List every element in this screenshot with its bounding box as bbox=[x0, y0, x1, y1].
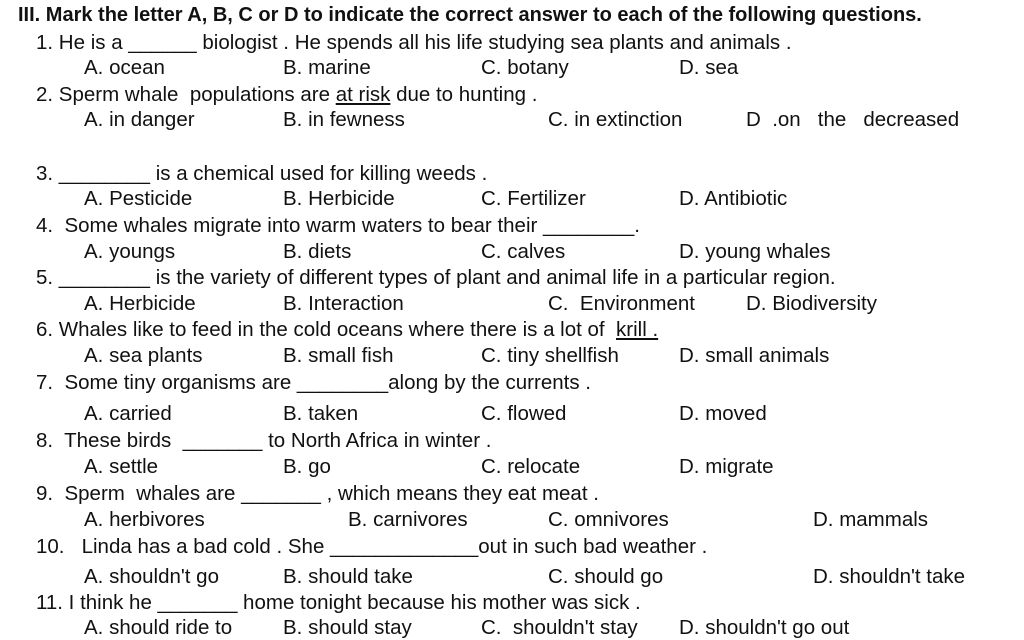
q1-option-d[interactable]: D. sea bbox=[679, 56, 739, 79]
q6-option-c[interactable]: C. tiny shellfish bbox=[481, 344, 619, 367]
q1-option-c[interactable]: C. botany bbox=[481, 56, 569, 79]
q2-underlined-term: at risk bbox=[335, 83, 391, 106]
q4-option-b[interactable]: B. diets bbox=[283, 240, 352, 263]
q5-option-b[interactable]: B. Interaction bbox=[283, 292, 404, 315]
q5-option-d[interactable]: D. Biodiversity bbox=[746, 292, 878, 315]
q7-option-a[interactable]: A. carried bbox=[84, 402, 172, 425]
q2-option-b[interactable]: B. in fewness bbox=[283, 108, 405, 131]
question-8: 8. These birds _______ to North Africa in winter . bbox=[36, 429, 492, 452]
q2-option-c[interactable]: C. in extinction bbox=[548, 108, 683, 131]
q6-text-start: 6. Whales like to feed in the cold oceans where there is a lot of bbox=[36, 318, 617, 341]
q9-option-c[interactable]: C. omnivores bbox=[548, 508, 669, 531]
q1-option-b[interactable]: B. marine bbox=[283, 56, 371, 79]
q3-option-b[interactable]: B. Herbicide bbox=[283, 187, 395, 210]
q4-option-a[interactable]: A. youngs bbox=[84, 240, 176, 263]
q6-option-d[interactable]: D. small animals bbox=[679, 344, 830, 367]
q2-text-start: 2. Sperm whale populations are bbox=[36, 83, 336, 106]
q6-option-b[interactable]: B. small fish bbox=[283, 344, 394, 367]
question-7: 7. Some tiny organisms are ________along by the currents . bbox=[36, 371, 591, 394]
q9-option-a[interactable]: A. herbivores bbox=[84, 508, 205, 531]
q10-option-c[interactable]: C. should go bbox=[548, 565, 664, 588]
question-10: 10. Linda has a bad cold . She _____________out in such bad weather . bbox=[36, 535, 708, 558]
question-6 bbox=[36, 318, 658, 342]
q9-option-d[interactable]: D. mammals bbox=[813, 508, 929, 531]
q5-option-a[interactable]: A. Herbicide bbox=[84, 292, 196, 315]
q7-option-d[interactable]: D. moved bbox=[679, 402, 767, 425]
q10-option-b[interactable]: B. should take bbox=[283, 565, 413, 588]
question-4: 4. Some whales migrate into warm waters to bear their ________. bbox=[36, 214, 640, 237]
q8-option-d[interactable]: D. migrate bbox=[679, 455, 774, 478]
question-3: 3. ________ is a chemical used for killing weeds . bbox=[36, 162, 488, 185]
q10-option-a[interactable]: A. shouldn't go bbox=[84, 565, 219, 588]
question-11: 11. I think he _______ home tonight because his mother was sick . bbox=[36, 591, 641, 614]
q7-option-b[interactable]: B. taken bbox=[283, 402, 359, 425]
q8-option-c[interactable]: C. relocate bbox=[481, 455, 581, 478]
q10-option-d[interactable]: D. shouldn't take bbox=[813, 565, 966, 588]
question-9: 9. Sperm whales are _______ , which means they eat meat . bbox=[36, 482, 599, 505]
question-1: 1. He is a ______ biologist . He spends all his life studying sea plants and animals . bbox=[36, 31, 792, 54]
q8-option-a[interactable]: A. settle bbox=[84, 455, 159, 478]
q9-option-b[interactable]: B. carnivores bbox=[348, 508, 468, 531]
q11-option-a[interactable]: A. should ride to bbox=[84, 616, 233, 639]
q11-option-c[interactable]: C. shouldn't stay bbox=[481, 616, 638, 639]
question-2 bbox=[36, 83, 537, 107]
q6-option-a[interactable]: A. sea plants bbox=[84, 344, 203, 367]
q2-text-end: due to hunting . bbox=[390, 83, 538, 106]
q3-option-d[interactable]: D. Antibiotic bbox=[679, 187, 788, 210]
q7-option-c[interactable]: C. flowed bbox=[481, 402, 567, 425]
q2-option-a[interactable]: A. in danger bbox=[84, 108, 195, 131]
q3-option-a[interactable]: A. Pesticide bbox=[84, 187, 193, 210]
q5-option-c[interactable]: C. Environment bbox=[548, 292, 695, 315]
q11-option-b[interactable]: B. should stay bbox=[283, 616, 412, 639]
q11-option-d[interactable]: D. shouldn't go out bbox=[679, 616, 850, 639]
exercise-heading: III. Mark the letter A, B, C or D to indicate the correct answer to each of the following questions. bbox=[18, 4, 922, 26]
q2-option-d[interactable]: D .on the decreased bbox=[746, 108, 960, 131]
q8-option-b[interactable]: B. go bbox=[283, 455, 331, 478]
question-5: 5. ________ is the variety of different types of plant and animal life in a particular region. bbox=[36, 266, 836, 289]
q4-option-d[interactable]: D. young whales bbox=[679, 240, 831, 263]
q4-option-c[interactable]: C. calves bbox=[481, 240, 566, 263]
q6-underlined-term: krill . bbox=[616, 318, 659, 341]
q3-option-c[interactable]: C. Fertilizer bbox=[481, 187, 586, 210]
q1-option-a[interactable]: A. ocean bbox=[84, 56, 165, 79]
